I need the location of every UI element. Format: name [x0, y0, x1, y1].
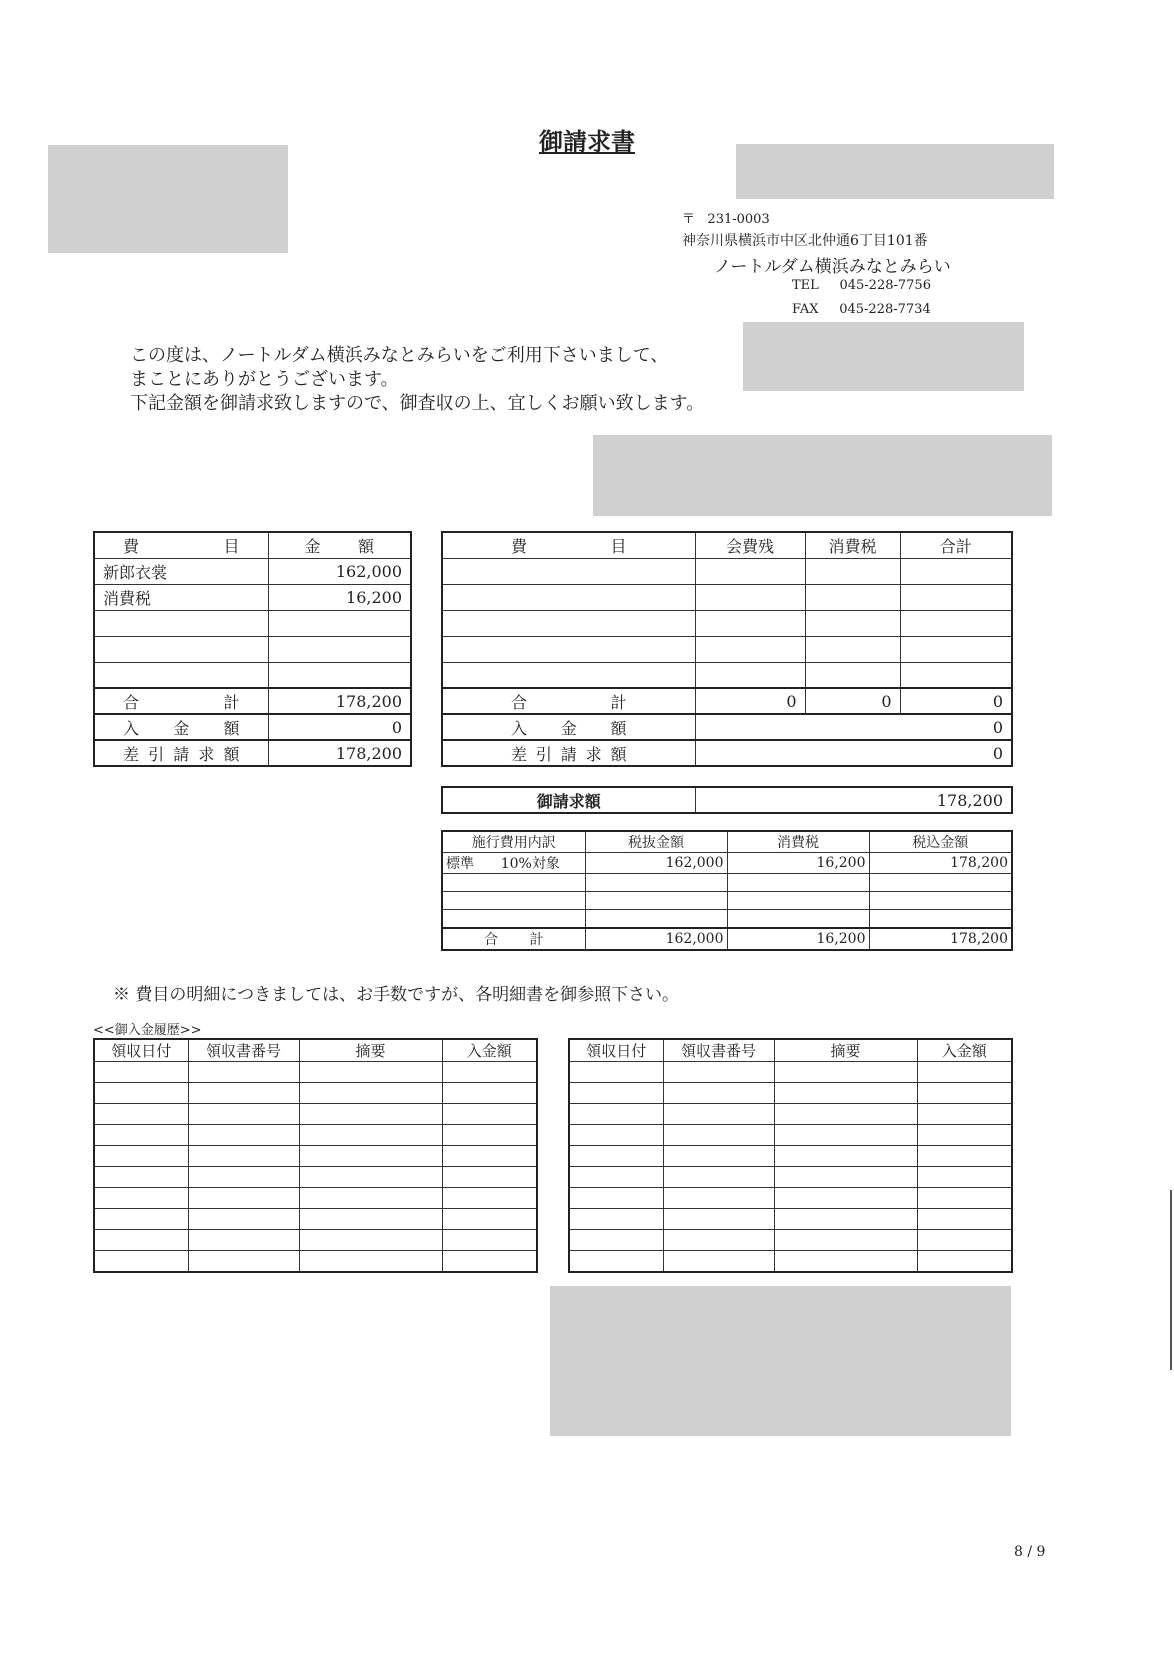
- greeting: [130, 344, 770, 416]
- table-header: [94, 532, 411, 558]
- header-amount: 金 額: [268, 532, 411, 558]
- total-row: 合 計 0 0 0: [442, 688, 1012, 714]
- total-row: 合 計 162,000 16,200 178,200: [442, 928, 1012, 950]
- invoice-amount-table: [441, 786, 1013, 814]
- table-row: [569, 1209, 1012, 1230]
- paid-row: 入 金 額 0: [94, 714, 411, 740]
- table-row: [94, 1083, 537, 1104]
- postal-line: [682, 208, 770, 227]
- history-title: <<御入金履歴>>: [93, 1023, 202, 1038]
- page-title: 御請求書: [539, 127, 635, 156]
- header-item: 費 目: [94, 532, 268, 558]
- redacted-recipient: [48, 145, 288, 253]
- greeting-line-3: 下記金額を御請求致しますので、御査収の上、宜しくお願い致します。: [130, 393, 705, 414]
- paid-row: 入 金 額 0: [442, 714, 1012, 740]
- table-row: [442, 662, 1012, 688]
- table-row: [94, 1104, 537, 1125]
- right-cost-table: [441, 531, 1013, 767]
- table-row: [569, 1251, 1012, 1272]
- table-row: 新郎衣裳 162,000: [94, 558, 411, 584]
- paid-amount: 0: [268, 714, 411, 740]
- table-row: [94, 662, 411, 688]
- left-cost-table: [93, 531, 412, 767]
- postal-code: 231-0003: [707, 212, 770, 227]
- fax-label: FAX: [792, 302, 819, 317]
- fax-line: [792, 302, 931, 317]
- invoice-amount-value: 178,200: [695, 787, 1012, 813]
- table-row: [569, 1104, 1012, 1125]
- table-row: [442, 610, 1012, 636]
- sender-address: 神奈川県横浜市中区北仲通6丁目101番: [682, 233, 928, 249]
- table-row: [569, 1146, 1012, 1167]
- table-row: [94, 1167, 537, 1188]
- greeting-line-2: まことにありがとうございます。: [130, 369, 399, 390]
- redacted-block-2: [743, 322, 1024, 391]
- table-row: [569, 1062, 1012, 1083]
- table-header: 領収日付 領収書番号 摘要 入金額: [94, 1039, 537, 1062]
- total-row: 合 計 178,200: [94, 688, 411, 714]
- table-row: [94, 1230, 537, 1251]
- note: ※ 費目の明細につきましては、お手数ですが、各明細書を御参照下さい。: [113, 985, 680, 1005]
- redacted-block-4: [550, 1286, 1011, 1436]
- scrollbar[interactable]: [1170, 1190, 1172, 1370]
- tel-label: TEL: [792, 278, 819, 293]
- table-row: [442, 910, 1012, 928]
- postal-mark: 〒: [682, 212, 696, 227]
- history-table-left: [93, 1038, 538, 1273]
- table-row: [94, 1188, 537, 1209]
- table-row: 標準 10%対象 162,000 16,200 178,200: [442, 853, 1012, 874]
- invoice-amount-label: 御請求額: [442, 787, 695, 813]
- table-row: [442, 874, 1012, 892]
- table-row: 消費税 16,200: [94, 584, 411, 610]
- balance-row: 差 引 請 求 額 0: [442, 740, 1012, 766]
- table-row: [94, 636, 411, 662]
- tax-breakdown-table: [441, 830, 1013, 951]
- history-table-right: [568, 1038, 1013, 1273]
- table-header: 施行費用内訳 税抜金額 消費税 税込金額: [442, 831, 1012, 853]
- table-header: 費 目 会費残 消費税 合計: [442, 532, 1012, 558]
- table-row: [569, 1083, 1012, 1104]
- table-row: [94, 1146, 537, 1167]
- tel-line: [792, 278, 931, 293]
- table-row: [442, 558, 1012, 584]
- greeting-line-1: この度は、ノートルダム横浜みなとみらいをご利用下さいまして、: [130, 345, 669, 366]
- table-row: [94, 610, 411, 636]
- table-header: 領収日付 領収書番号 摘要 入金額: [569, 1039, 1012, 1062]
- total-amount: 178,200: [268, 688, 411, 714]
- table-row: [94, 1062, 537, 1083]
- table-row: [569, 1167, 1012, 1188]
- fax-number: 045-228-7734: [839, 302, 931, 317]
- table-row: [569, 1188, 1012, 1209]
- redacted-block-3: [593, 435, 1052, 516]
- page-number: 8 / 9: [1014, 1544, 1046, 1560]
- table-row: [442, 584, 1012, 610]
- table-row: [442, 892, 1012, 910]
- tel-number: 045-228-7756: [839, 278, 931, 293]
- sender-name: ノートルダム横浜みなとみらい: [714, 257, 951, 277]
- table-row: [94, 1251, 537, 1272]
- balance-row: 差 引 請 求 額 178,200: [94, 740, 411, 766]
- table-row: [442, 636, 1012, 662]
- redacted-block-1: [736, 144, 1054, 199]
- table-row: [569, 1125, 1012, 1146]
- table-row: [94, 1125, 537, 1146]
- balance-amount: 178,200: [268, 740, 411, 766]
- table-row: [569, 1230, 1012, 1251]
- table-row: [94, 1209, 537, 1230]
